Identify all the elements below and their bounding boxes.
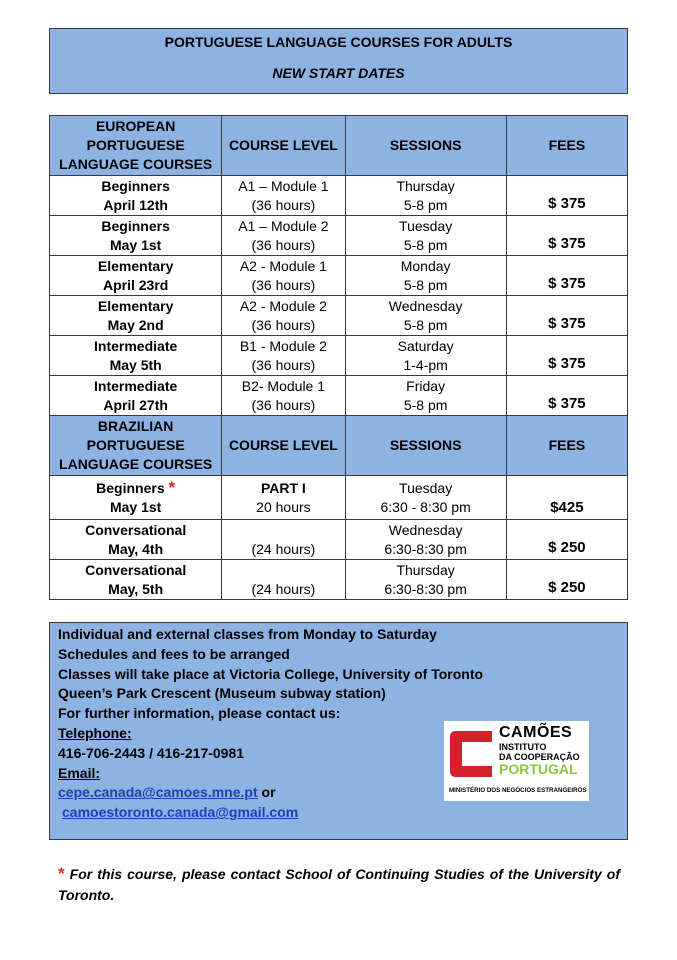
course-name: Intermediate: [94, 337, 178, 354]
session-time: 6:30-8:30 pm: [384, 580, 467, 597]
course-hours: (36 hours): [251, 356, 316, 373]
info-line: Schedules and fees to be arranged: [58, 645, 290, 662]
course-name: Conversational: [85, 561, 187, 578]
course-hours: (36 hours): [251, 236, 316, 253]
course-hours: 20 hours: [256, 498, 311, 515]
course-cell: [50, 476, 222, 520]
sessions-cell: [345, 216, 506, 256]
start-date: April 23rd: [102, 276, 169, 293]
info-line: Classes will take place at Victoria College, University of Toronto: [58, 665, 484, 682]
sessions-cell: [345, 256, 506, 296]
sessions-cell: [345, 336, 506, 376]
sessions-header: SESSIONS: [345, 416, 506, 476]
sessions-header: SESSIONS: [345, 116, 506, 176]
table-row: [50, 176, 628, 216]
session-time: 6:30 - 8:30 pm: [380, 498, 471, 515]
fee-cell: $ 375: [506, 296, 627, 336]
course-cell: [50, 560, 222, 600]
course-cell: [50, 216, 222, 256]
session-day: Thursday: [396, 177, 455, 194]
course-level-header: COURSE LEVEL: [222, 116, 345, 176]
level-cell: [222, 296, 345, 336]
sessions-cell: [345, 296, 506, 336]
session-day: Saturday: [397, 337, 454, 354]
fee-cell: $ 250: [506, 520, 627, 560]
or-text: or: [257, 784, 276, 801]
session-time: 5-8 pm: [403, 236, 448, 253]
table-row: [50, 336, 628, 376]
course-name: Intermediate: [94, 377, 178, 394]
sessions-cell: [345, 560, 506, 600]
course-hours: (24 hours): [251, 580, 316, 597]
course-cell: [50, 176, 222, 216]
course-level: A1 – Module 2: [238, 217, 329, 234]
info-line: For further information, please contact us:: [58, 705, 341, 722]
email-label: Email:: [58, 764, 101, 781]
sessions-cell: [345, 376, 506, 416]
session-day: Tuesday: [399, 479, 453, 496]
start-date: May 1st: [109, 236, 162, 253]
table-row: [50, 476, 628, 520]
courses-table: [49, 115, 628, 600]
start-date: May 2nd: [107, 316, 164, 333]
session-time: 1-4-pm: [403, 356, 448, 373]
logo-country: PORTUGAL: [499, 761, 578, 777]
logo-line3: DA COOPERAÇÃO: [499, 752, 580, 762]
session-time: 6:30-8:30 pm: [384, 540, 467, 557]
brazilian-course-header: BRAZILIAN PORTUGUESE LANGUAGE COURSES: [50, 416, 222, 476]
page-subtitle: NEW START DATES: [272, 65, 405, 81]
table-row: [50, 520, 628, 560]
session-time: 5-8 pm: [403, 276, 448, 293]
course-level: B1 - Module 2: [239, 337, 327, 354]
course-level: A1 – Module 1: [238, 177, 329, 194]
email-line-2: [58, 803, 483, 823]
telephone-numbers: 416-706-2443 / 416-217-0981: [58, 744, 245, 761]
course-name: Beginners: [96, 480, 165, 496]
start-date: May 1st: [109, 499, 162, 515]
fee-cell: $ 375: [506, 176, 627, 216]
session-time: 5-8 pm: [403, 316, 448, 333]
session-day: Wednesday: [388, 521, 463, 538]
session-day: Friday: [406, 377, 446, 394]
level-cell: [222, 176, 345, 216]
telephone-label: Telephone:: [58, 724, 132, 741]
fee-cell: $ 375: [506, 256, 627, 296]
level-cell: [222, 376, 345, 416]
start-date: April 12th: [103, 196, 168, 213]
course-level: [222, 561, 344, 580]
course-level-header: COURSE LEVEL: [222, 416, 345, 476]
table-row: [50, 216, 628, 256]
footnote: [58, 863, 620, 906]
level-cell: [222, 560, 345, 600]
email-link-1[interactable]: cepe.canada@camoes.mne.pt: [58, 784, 258, 801]
course-hours: (36 hours): [251, 316, 316, 333]
level-cell: [222, 336, 345, 376]
course-cell: [50, 520, 222, 560]
european-header-row: [50, 116, 628, 176]
logo-line2: INSTITUTO: [499, 742, 547, 752]
fees-header: FEES: [506, 116, 627, 176]
asterisk: *: [168, 478, 176, 497]
european-course-header: EUROPEAN PORTUGUESE LANGUAGE COURSES: [50, 116, 222, 176]
course-name: Conversational: [85, 521, 187, 538]
course-name: Elementary: [97, 297, 174, 314]
table-row: [50, 296, 628, 336]
start-date: May, 4th: [108, 540, 164, 557]
email-line-1: [58, 783, 483, 803]
email-link-2[interactable]: camoestoronto.canada@gmail.com: [62, 804, 299, 821]
start-date: May, 5th: [108, 580, 164, 597]
camoes-c-icon: [448, 729, 494, 779]
course-cell: [50, 376, 222, 416]
table-row: [50, 376, 628, 416]
fees-header: FEES: [506, 416, 627, 476]
course-hours: (24 hours): [251, 540, 316, 557]
course-hours: (36 hours): [251, 396, 316, 413]
info-line: Individual and external classes from Monday to Saturday: [58, 626, 437, 642]
footnote-asterisk: *: [58, 864, 65, 883]
sessions-cell: [345, 476, 506, 520]
logo-name: CAMÕES: [499, 724, 573, 741]
brazilian-header-row: [50, 416, 628, 476]
session-day: Tuesday: [399, 217, 453, 234]
session-day: Thursday: [396, 561, 455, 578]
course-hours: (36 hours): [251, 196, 316, 213]
sessions-cell: [345, 520, 506, 560]
session-day: Monday: [400, 257, 451, 274]
course-name: Beginners: [101, 177, 170, 194]
sessions-cell: [345, 176, 506, 216]
start-date: April 27th: [103, 396, 168, 413]
course-level: [222, 521, 344, 540]
start-date: May 5th: [109, 356, 162, 373]
table-row: [50, 256, 628, 296]
table-row: [50, 560, 628, 600]
fee-cell: $425: [506, 476, 627, 520]
fee-cell: $ 250: [506, 560, 627, 600]
course-level: A2 - Module 1: [239, 257, 327, 274]
fee-cell: $ 375: [506, 376, 627, 416]
level-cell: [222, 216, 345, 256]
level-cell: [222, 256, 345, 296]
info-line: Queen’s Park Crescent (Museum subway station): [58, 685, 386, 702]
header-box: [49, 28, 628, 94]
course-cell: [50, 256, 222, 296]
course-level: PART I: [260, 479, 306, 496]
course-name: Elementary: [97, 257, 174, 274]
level-cell: [222, 476, 345, 520]
course-cell: [50, 336, 222, 376]
course-name: Beginners: [101, 217, 170, 234]
page-title: PORTUGUESE LANGUAGE COURSES FOR ADULTS: [164, 34, 513, 50]
logo-ministry: MINISTÉRIO DOS NEGÓCIOS ESTRANGEIROS: [449, 787, 587, 794]
session-day: Wednesday: [388, 297, 463, 314]
session-time: 5-8 pm: [403, 396, 448, 413]
fee-cell: $ 375: [506, 336, 627, 376]
course-level: B2- Module 1: [241, 377, 326, 394]
level-cell: [222, 520, 345, 560]
course-level: A2 - Module 2: [239, 297, 327, 314]
session-time: 5-8 pm: [403, 196, 448, 213]
footnote-text: For this course, please contact School of Continuing Studies of the University of Toronto.: [58, 866, 620, 903]
fee-cell: $ 375: [506, 216, 627, 256]
course-hours: (36 hours): [251, 276, 316, 293]
course-cell: [50, 296, 222, 336]
camoes-logo: [444, 721, 589, 801]
